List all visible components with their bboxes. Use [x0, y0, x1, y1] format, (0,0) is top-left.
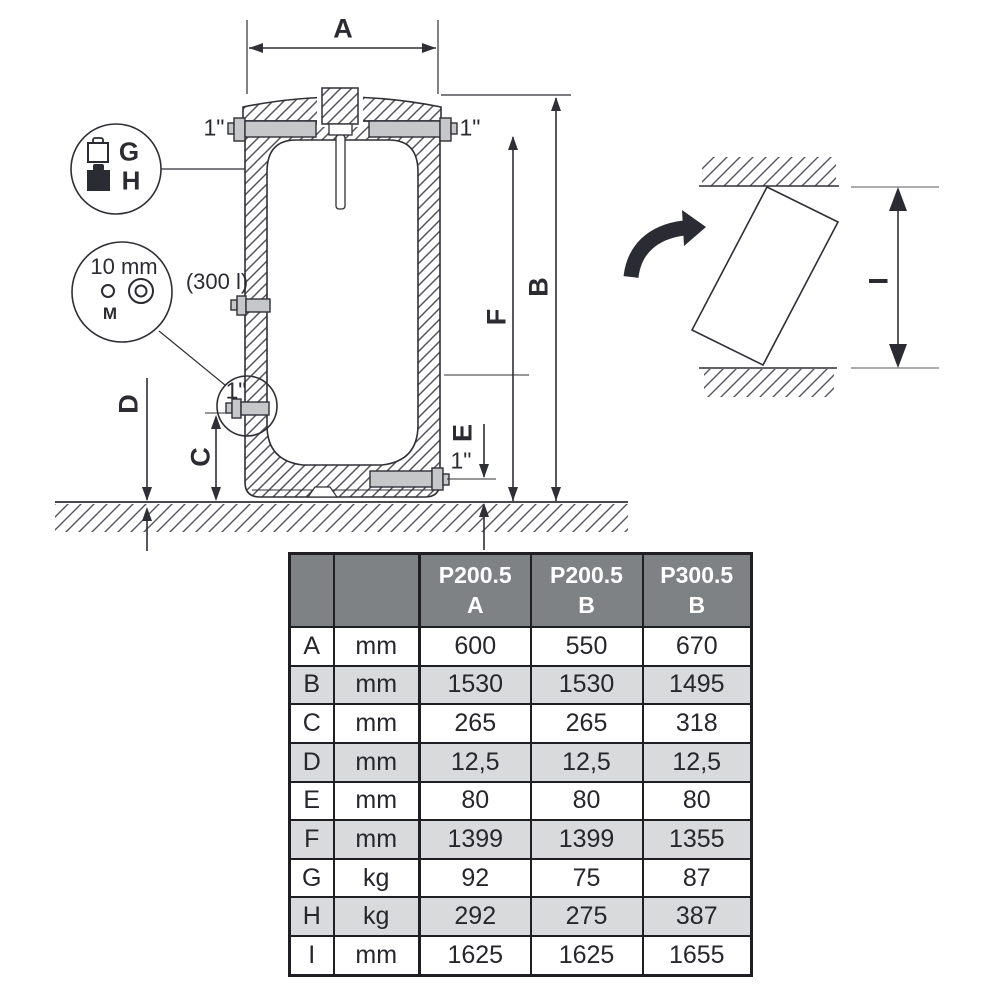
- dim-label-c: C: [185, 447, 216, 467]
- unit-cell: mm: [334, 743, 420, 782]
- dim-label-f: F: [481, 308, 512, 326]
- value-cell: 275: [531, 897, 643, 936]
- volume-note-label: (300 l): [185, 269, 249, 294]
- dim-label-a: A: [333, 13, 353, 44]
- anode-small-hole-icon: [102, 285, 114, 297]
- connection-size-bottom: 1": [450, 447, 472, 474]
- tilted-tank-outline: [692, 187, 838, 365]
- connection-bottom-right: [370, 468, 449, 490]
- connection-top-left: [228, 118, 316, 141]
- table-header: [290, 554, 752, 628]
- value-cell: 292: [420, 897, 531, 936]
- header-col-1: P200.5 A: [420, 554, 531, 628]
- anode-mark-label: M: [102, 304, 118, 323]
- value-cell: 1495: [643, 666, 752, 705]
- table-row: [290, 820, 752, 859]
- value-cell: 80: [531, 782, 643, 821]
- table-row: [290, 743, 752, 782]
- unit-cell: mm: [334, 627, 420, 666]
- unit-cell: mm: [334, 820, 420, 859]
- table-row: [290, 627, 752, 666]
- dim-key-cell: D: [290, 743, 334, 782]
- header-empty-unit: [334, 554, 420, 628]
- header-col-2: P200.5 B: [531, 554, 643, 628]
- weight-full-label: H: [121, 165, 141, 196]
- unit-cell: mm: [334, 936, 420, 975]
- value-cell: 92: [420, 859, 531, 898]
- table-row: [290, 782, 752, 821]
- anode-diameter-label: 10 mm: [90, 254, 158, 279]
- value-cell: 1530: [420, 666, 531, 705]
- value-cell: 550: [531, 627, 643, 666]
- dim-label-b: B: [523, 277, 554, 297]
- value-cell: 670: [643, 627, 752, 666]
- dim-key-cell: H: [290, 897, 334, 936]
- value-cell: 12,5: [643, 743, 752, 782]
- unit-cell: kg: [334, 859, 420, 898]
- dim-label-i: I: [863, 277, 894, 285]
- dim-label-d: D: [113, 394, 144, 414]
- value-cell: 265: [420, 704, 531, 743]
- dim-label-e: E: [447, 423, 478, 443]
- value-cell: 1625: [531, 936, 643, 975]
- value-cell: 87: [643, 859, 752, 898]
- table-body: [290, 627, 752, 976]
- value-cell: 12,5: [420, 743, 531, 782]
- value-cell: 1355: [643, 820, 752, 859]
- dimensions-table: [288, 552, 753, 977]
- dim-key-cell: G: [290, 859, 334, 898]
- unit-cell: mm: [334, 666, 420, 705]
- value-cell: 318: [643, 704, 752, 743]
- value-cell: 387: [643, 897, 752, 936]
- dim-key-cell: A: [290, 627, 334, 666]
- dim-key-cell: E: [290, 782, 334, 821]
- value-cell: 1399: [531, 820, 643, 859]
- rotate-arrow-icon: [631, 210, 706, 277]
- dim-key-cell: B: [290, 666, 334, 705]
- value-cell: 600: [420, 627, 531, 666]
- connection-mid-left: [231, 296, 270, 315]
- unit-cell: kg: [334, 897, 420, 936]
- dim-key-cell: F: [290, 820, 334, 859]
- value-cell: 80: [420, 782, 531, 821]
- value-cell: 1399: [420, 820, 531, 859]
- value-cell: 12,5: [531, 743, 643, 782]
- table-row: [290, 666, 752, 705]
- unit-cell: mm: [334, 782, 420, 821]
- dim-key-cell: I: [290, 936, 334, 975]
- table-row: [290, 704, 752, 743]
- dim-key-cell: C: [290, 704, 334, 743]
- value-cell: 1655: [643, 936, 752, 975]
- value-cell: 1625: [420, 936, 531, 975]
- table-row: [290, 859, 752, 898]
- value-cell: 1530: [531, 666, 643, 705]
- value-cell: 75: [531, 859, 643, 898]
- table-row: [290, 897, 752, 936]
- header-col-3: P300.5 B: [643, 554, 752, 628]
- connection-size-side: 1": [225, 377, 247, 404]
- connection-size-top-left: 1": [203, 114, 225, 141]
- ground: [55, 502, 628, 532]
- value-cell: 265: [531, 704, 643, 743]
- value-cell: 80: [643, 782, 752, 821]
- header-empty-key: [290, 554, 334, 628]
- table-row: [290, 936, 752, 975]
- weight-empty-label: G: [118, 136, 140, 167]
- unit-cell: mm: [334, 704, 420, 743]
- connection-top-right: [369, 118, 457, 141]
- connection-size-top-right: 1": [459, 114, 481, 141]
